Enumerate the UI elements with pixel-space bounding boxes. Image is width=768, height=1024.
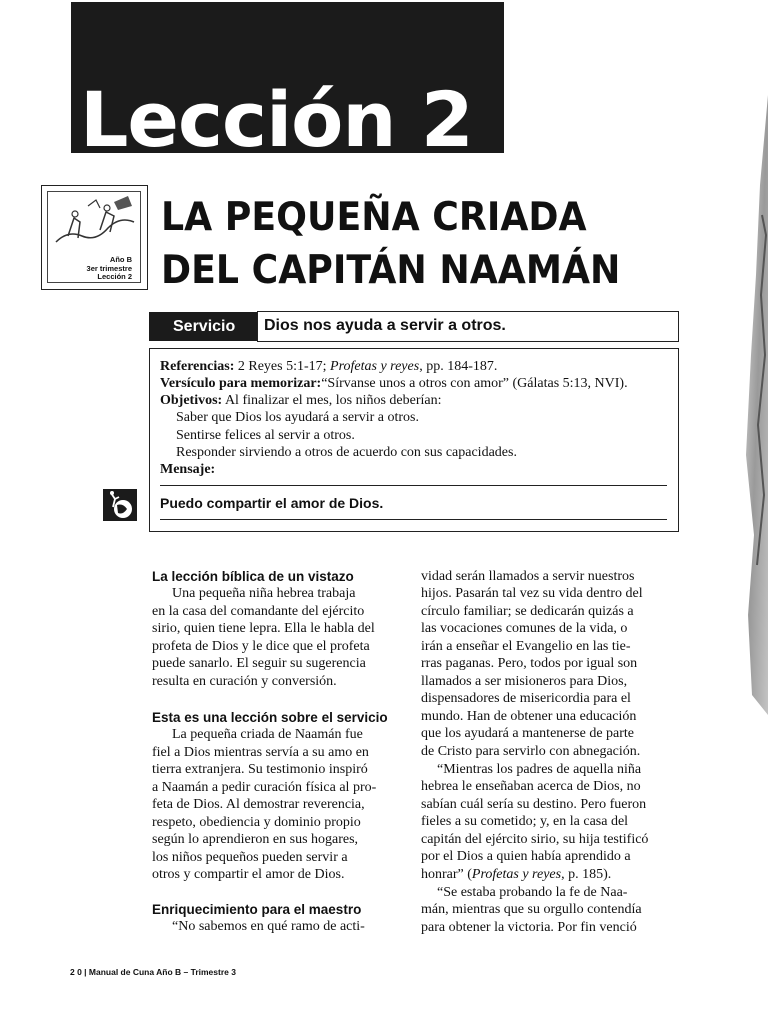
children-serving-icon xyxy=(48,192,140,252)
badge-lesson: Lección 2 xyxy=(97,272,132,281)
badge-quarter: 3er trimestre xyxy=(86,263,132,273)
text-line: Una pequeña niña hebrea trabaja xyxy=(172,586,356,601)
objetivo-item: Saber que Dios los ayudará a servir a otros. xyxy=(176,410,419,425)
page-footer: 2 0 | Manual de Cuna Año B – Trimestre 3 xyxy=(70,967,236,977)
text-line: vidad serán llamados a servir nuestros xyxy=(421,569,635,584)
text-line: sabían cuál sería su destino. Pero fueron xyxy=(421,797,647,812)
text-line: que los ayudará a mantenerse de parte xyxy=(421,726,635,741)
section-heading: La lección bíblica de un vistazo xyxy=(152,569,354,584)
section-heading: Enriquecimiento para el maestro xyxy=(152,902,362,917)
text-line: puede sanarlo. El seguir su sugerencia xyxy=(152,656,366,671)
text-line: mán, mientras que su orgullo contendía xyxy=(421,902,642,917)
mensaje-text: Puedo compartir el amor de Dios. xyxy=(160,495,384,511)
text-line: La pequeña criada de Naamán fue xyxy=(172,727,363,742)
objetivos-line: Objetivos: Al finalizar el mes, los niños deberían: xyxy=(160,393,442,408)
text-line: hebrea le enseñaban acerca de Dios, no xyxy=(421,779,641,794)
text-line: profeta de Dios y le dice que el profeta xyxy=(152,639,370,654)
text-line: “Se estaba probando la fe de Naa- xyxy=(437,885,628,900)
text-line: hijos. Pasarán tal vez su vida dentro del xyxy=(421,586,643,601)
servicio-label: Servicio xyxy=(149,312,257,341)
main-title-line-1: LA PEQUEÑA CRIADA xyxy=(161,195,587,240)
text-line: “No sabemos en qué ramo de acti- xyxy=(172,919,365,934)
text-line: para obtener la victoria. Por fin venció xyxy=(421,920,637,935)
text-line: feta de Dios. Al demostrar reverencia, xyxy=(152,797,365,812)
left-column xyxy=(152,568,402,948)
text-line: dispensadores de misericordia para el xyxy=(421,691,631,706)
text-line: de Cristo para servirlo con abnegación. xyxy=(421,744,641,759)
text-line: fiel a Dios mientras servía a su amo en xyxy=(152,745,369,760)
divider xyxy=(160,485,667,486)
badge-text xyxy=(87,256,132,282)
badge-frame xyxy=(47,191,141,283)
text-line: resulta en curación y conversión. xyxy=(152,674,337,689)
text-line: en la casa del comandante del ejército xyxy=(152,604,365,619)
text-line: las vocaciones comunes de la vida, o xyxy=(421,621,628,636)
text-line: respeto, obediencia y dominio propio xyxy=(152,815,361,830)
side-photo xyxy=(742,95,768,715)
versiculo-line: Versículo para memorizar:“Sírvanse unos a otros con amor” (Gálatas 5:13, NVI). xyxy=(160,376,628,391)
text-line: según lo aprendieron en sus hogares, xyxy=(152,832,359,847)
text-line: honrar” (Profetas y reyes, p. 185). xyxy=(421,867,612,882)
text-line: mundo. Han de obtener una educación xyxy=(421,709,637,724)
text-line: irán a enseñar el Evangelio en las tie- xyxy=(421,639,631,654)
divider xyxy=(160,519,667,520)
text-line: círculo familiar; se dedicarán quizás a xyxy=(421,604,634,619)
servicio-text: Dios nos ayuda a servir a otros. xyxy=(257,311,679,342)
text-line: sirio, quien tiene lepra. Ella le habla del xyxy=(152,621,375,636)
text-line: a Naamán a pedir curación física al pro- xyxy=(152,780,377,795)
text-line: llamados a ser misioneros para Dios, xyxy=(421,674,628,689)
header-title-area xyxy=(71,2,504,153)
right-column xyxy=(421,568,681,948)
text-line: por el Dios a quien había aprendido a xyxy=(421,849,631,864)
objetivo-item: Responder sirviendo a otros de acuerdo con sus capacidades. xyxy=(176,445,517,460)
badge-year: Año B xyxy=(109,255,132,264)
text-line: fieles a su cometido; y, en la casa del xyxy=(421,814,629,829)
text-line: “Mientras los padres de aquella niña xyxy=(437,762,642,777)
text-line: rras paganas. Pero, todos por igual son xyxy=(421,656,638,671)
objetivo-item: Sentirse felices al servir a otros. xyxy=(176,428,355,443)
lesson-badge xyxy=(41,185,148,290)
main-title-line-2: DEL CAPITÁN NAAMÁN xyxy=(161,248,621,293)
text-line: capitán del ejército sirio, su hija testificó xyxy=(421,832,649,847)
text-line: los niños pequeños pueden servir a xyxy=(152,850,348,865)
text-line: otros y compartir el amor de Dios. xyxy=(152,867,345,882)
section-heading: Esta es una lección sobre el servicio xyxy=(152,710,388,725)
referencias-line: Referencias: 2 Reyes 5:1-17; Profetas y reyes, pp. 184-187. xyxy=(160,359,498,374)
mensaje-label: Mensaje: xyxy=(160,462,216,477)
text-line: tierra extranjera. Su testimonio inspiró xyxy=(152,762,368,777)
lesson-title: Lección 2 xyxy=(80,75,473,153)
globe-figure-icon xyxy=(103,489,137,521)
